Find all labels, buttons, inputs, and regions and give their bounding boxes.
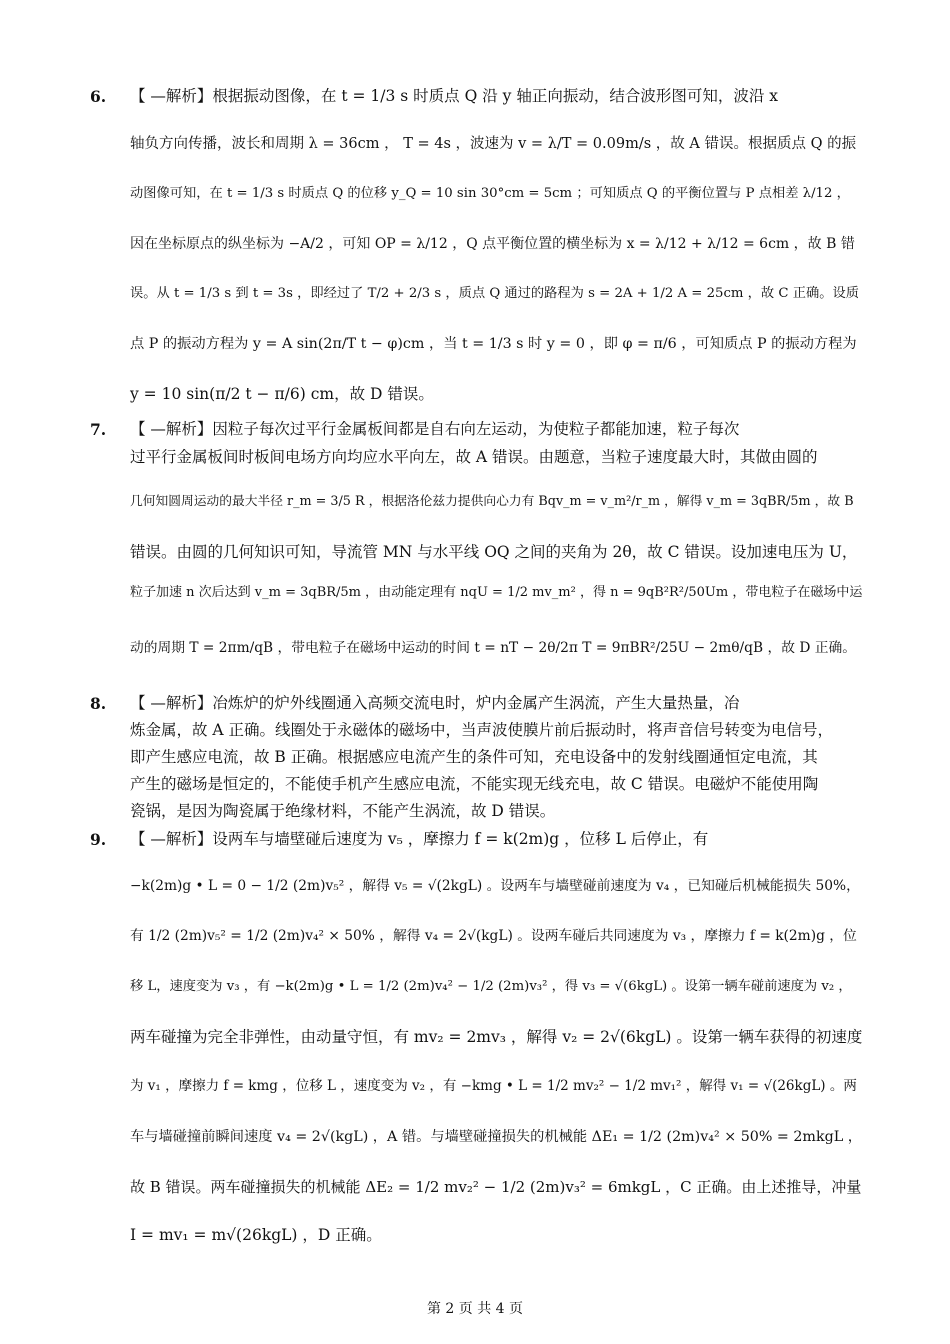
text-line: 产生的磁场是恒定的，不能使手机产生感应电流，不能实现无线充电，故 C 错误。电磁炉不能使用陶 (130, 775, 819, 793)
text-line: 【 —解析】因粒子每次过平行金属板间都是自右向左运动，为使粒子都能加速，粒子每次 (130, 420, 740, 438)
text-line: −k(2m)g • L = 0 − 1/2 (2m)v₅² ，解得 v₅ = √(2kgL) 。设两车与墙壁碰前速度为 v₄ ，已知碰后机械能损失 50%， (130, 878, 860, 894)
text-line: 错误。由圆的几何知识可知，导流管 MN 与水平线 OQ 之间的夹角为 2θ，故 C 错误。设加速电压为 U， (130, 543, 858, 561)
text-line: 粒子加速 n 次后达到 v_m = 3qBR/5m ，由动能定理有 nqU = 1/2 mv_m² ，得 n = 9qB²R²/50Um ，带电粒子在磁场中运 (130, 585, 863, 600)
text-line: 移 L，速度变为 v₃ ，有 −k(2m)g • L = 1/2 (2m)v₄² − 1/2 (2m)v₃² ，得 v₃ = √(6kgL) 。设第一辆车碰前速度为 v₂ ， (130, 979, 852, 994)
text-line: 故 B 错误。两车碰撞损失的机械能 ΔE₂ = 1/2 mv₂² − 1/2 (2m)v₃² = 6mkgL ，C 正确。由上述推导，冲量 (130, 1178, 862, 1196)
text-line: 为 v₁ ，摩擦力 f = kmg ，位移 L ，速度变为 v₂ ，有 −kmg • L = 1/2 mv₂² − 1/2 mv₁² ，解得 v₁ = √(26kgL) 。两 (130, 1078, 857, 1094)
text-line: 点 P 的振动方程为 y = A sin(2π/T t − φ)cm ，当 t = 1/3 s 时 y = 0 ，即 φ = π/6 ，可知质点 P 的振动方程为 (130, 336, 857, 352)
text-line: 瓷锅，是因为陶瓷属于绝缘材料，不能产生涡流，故 D 错误。 (130, 802, 556, 820)
text-line: 因在坐标原点的纵坐标为 −A/2 ，可知 OP = λ/12 ，Q 点平衡位置的横坐标为 x = λ/12 + λ/12 = 6cm ，故 B 错 (130, 236, 855, 252)
text-line: 【 —解析】冶炼炉的炉外线圈通入高频交流电时，炉内金属产生涡流，产生大量热量，冶 (130, 694, 740, 712)
text-line: I = mv₁ = m√(26kgL) ，D 正确。 (130, 1226, 382, 1244)
text-line: 轴负方向传播，波长和周期 λ = 36cm ， T = 4s ，波速为 v = λ/T = 0.09m/s ，故 A 错误。根据质点 Q 的振 (130, 136, 857, 152)
text-line: 几何知圆周运动的最大半径 r_m = 3/5 R ，根据洛伦兹力提供向心力有 Bqv_m = v_m²/r_m ，解得 v_m = 3qBR/5m ，故 B (130, 494, 854, 509)
text-line: 车与墙碰撞前瞬间速度 v₄ = 2√(kgL) ，A 错。与墙壁碰撞损失的机械能 ΔE₁ = 1/2 (2m)v₄² × 50% = 2mkgL ， (130, 1129, 862, 1145)
text-line: 误。从 t = 1/3 s 到 t = 3s ，即经过了 T/2 + 2/3 s ，质点 Q 通过的路程为 s = 2A + 1/2 A = 25cm ，故 C 正确。设质 (130, 286, 859, 301)
question-number: 8. (90, 694, 107, 713)
text-line: y = 10 sin(π/2 t − π/6) cm，故 D 错误。 (130, 385, 434, 403)
text-line: 【 —解析】根据振动图像，在 t = 1/3 s 时质点 Q 沿 y 轴正向振动，结合波形图可知，波沿 x (130, 87, 779, 105)
question-number: 9. (90, 830, 107, 849)
text-line: 两车碰撞为完全非弹性，由动量守恒，有 mv₂ = 2mv₃ ，解得 v₂ = 2√(6kgL) 。设第一辆车获得的初速度 (130, 1028, 863, 1046)
text-line: 有 1/2 (2m)v₅² = 1/2 (2m)v₄² × 50% ，解得 v₄ = 2√(kgL) 。设两车碰后共同速度为 v₃ ，摩擦力 f = k(2m)g ，位 (130, 928, 857, 944)
text-line: 动图像可知，在 t = 1/3 s 时质点 Q 的位移 y_Q = 10 sin 30°cm = 5cm ；可知质点 Q 的平衡位置与 P 点相差 λ/12 ， (130, 186, 850, 201)
question-number: 7. (90, 420, 107, 439)
text-line: 炼金属，故 A 正确。线圈处于永磁体的磁场中，当声波使膜片前后振动时，将声音信号转变为电信号， (130, 721, 834, 739)
text-line: 过平行金属板间时板间电场方向均应水平向左，故 A 错误。由题意，当粒子速度最大时，其做由圆的 (130, 448, 818, 466)
text-line: 动的周期 T = 2πm/qB ，带电粒子在磁场中运动的时间 t = nT − 2θ/2π T = 9πBR²/25U − 2mθ/qB ，故 D 正确。 (130, 640, 856, 656)
question-number: 6. (90, 87, 107, 106)
text-line: 即产生感应电流，故 B 正确。根据感应电流产生的条件可知，充电设备中的发射线圈通恒定电流，其 (130, 748, 818, 766)
page-footer: 第 2 页 共 4 页 (426, 1301, 524, 1317)
text-line: 【 —解析】设两车与墙壁碰后速度为 v₅ ，摩擦力 f = k(2m)g ，位移 L 后停止，有 (130, 830, 709, 848)
